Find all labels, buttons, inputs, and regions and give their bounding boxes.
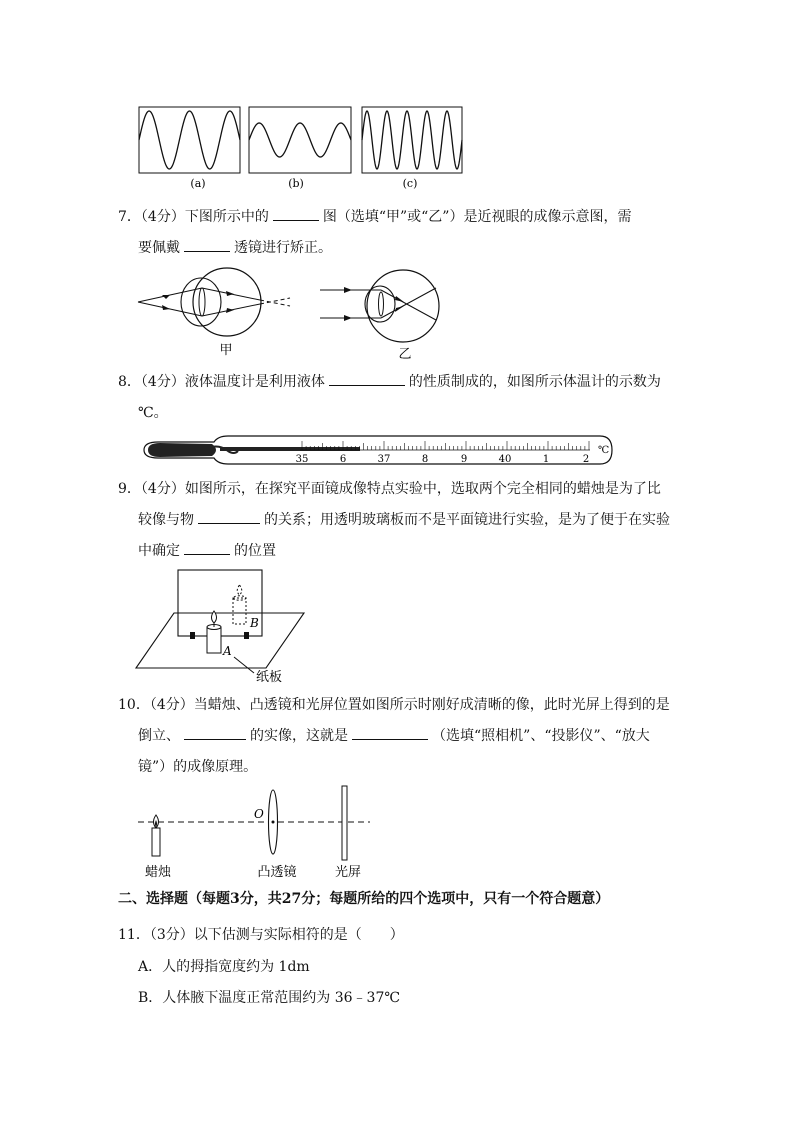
eye-diagrams <box>130 262 450 362</box>
q7-text-2b: 透镜进行矫正。 <box>234 240 332 256</box>
question-7 <box>118 202 678 264</box>
q10-text-3: 镜”）的成像原理。 <box>138 759 258 775</box>
wave-b-curve <box>249 123 351 157</box>
thermometer-unit: ℃ <box>598 445 610 456</box>
thermometer-label-40: 40 <box>498 454 512 465</box>
wave-a-curve <box>139 111 240 169</box>
q10-text-1: 当蜡烛、凸透镜和光屏位置如图所示时刚好成清晰的像，此时光屏上得到的是 <box>193 697 670 713</box>
eye-label-yi: 乙 <box>398 347 412 362</box>
clinical-thermometer <box>140 433 616 467</box>
q10-text-2c: （选填“照相机”、“投影仪”、“放大 <box>432 728 650 744</box>
thermometer-label-8: 8 <box>421 454 429 465</box>
question-11 <box>118 920 678 1014</box>
wave-a-frame <box>139 107 240 173</box>
q8-text-2: ℃。 <box>138 405 168 421</box>
section-2-title: 二、选择题（每题3分，共27分；每题所给的四个选项中，只有一个符合题意） <box>118 891 610 907</box>
q9-number: 9．（4分） <box>118 481 185 497</box>
q8-number: 8．（4分） <box>118 374 185 390</box>
lens-label: 凸透镜 <box>257 865 297 880</box>
wave-c-curve <box>362 111 462 169</box>
eye-diagram-yi <box>320 270 439 362</box>
candle-label: 蜡烛 <box>144 865 172 880</box>
q11-option-a[interactable]: A．人的拇指宽度约为 1dm <box>138 959 310 975</box>
q9-text-3b: 的位置 <box>234 543 276 559</box>
q11-option-b[interactable]: B．人体腋下温度正常范围约为 36﹣37℃ <box>138 990 401 1006</box>
thermometer-label-9: 9 <box>460 454 468 465</box>
thermometer-label-35: 35 <box>295 454 309 465</box>
q7-number: 7．（4分） <box>118 209 185 225</box>
q10-blank-1[interactable] <box>184 725 246 740</box>
wave-b-label: (b) <box>288 177 304 190</box>
q8-text-1b: 的性质制成的，如图所示体温计的示数为 <box>408 374 661 390</box>
q9-text-2a: 较像与物 <box>138 512 194 528</box>
q10-text-2b: 的实像，这就是 <box>250 728 348 744</box>
q7-blank-1[interactable] <box>273 206 319 221</box>
thermometer-label-1: 1 <box>542 454 550 465</box>
q7-blank-2[interactable] <box>184 237 230 252</box>
q10-number: 10．（4分） <box>118 697 194 713</box>
screen-label: 光屏 <box>334 865 362 880</box>
eye-label-jia: 甲 <box>219 343 233 358</box>
wave-figures <box>136 104 466 192</box>
plane-mirror-setup <box>134 565 314 687</box>
eye-diagram-jia <box>138 268 290 358</box>
wave-b-frame <box>249 107 351 173</box>
q11-stem: 以下估测与实际相符的是（ ） <box>193 927 404 943</box>
q9-text-2b: 的关系；用透明玻璃板而不是平面镜进行实验，是为了便于在实验 <box>264 512 670 528</box>
q11-number: 11．（3分） <box>118 927 194 943</box>
q7-text-1a: 下图所示中的 <box>184 209 269 225</box>
q9-blank-2[interactable] <box>184 540 230 555</box>
paper-board-label: 纸板 <box>256 670 283 685</box>
candle-a-label: A <box>223 644 232 658</box>
wave-c-label: (c) <box>402 177 418 190</box>
q7-text-2a: 要佩戴 <box>138 240 180 256</box>
q8-blank-1[interactable] <box>329 371 405 386</box>
lens-center-label: O <box>254 807 264 821</box>
convex-lens-setup <box>134 782 374 882</box>
candle-b-label: B <box>250 616 259 630</box>
q7-text-1b: 图（选填“甲”或“乙”）是近视眼的成像示意图，需 <box>322 209 632 225</box>
q9-blank-1[interactable] <box>198 509 260 524</box>
q8-text-1a: 液体温度计是利用液体 <box>184 374 325 390</box>
thermometer-label-6: 6 <box>339 454 347 465</box>
question-8 <box>118 367 678 429</box>
q9-text-3a: 中确定 <box>138 543 180 559</box>
question-10 <box>118 690 678 783</box>
thermometer-label-2: 2 <box>582 454 590 465</box>
wave-a-label: (a) <box>190 177 206 190</box>
q9-text-1: 如图所示，在探究平面镜成像特点实验中，选取两个完全相同的蜡烛是为了比 <box>184 481 661 497</box>
thermometer-label-37: 37 <box>377 454 391 465</box>
q10-text-2a: 倒立、 <box>138 728 180 744</box>
question-9 <box>118 474 678 567</box>
q10-blank-2[interactable] <box>352 725 428 740</box>
